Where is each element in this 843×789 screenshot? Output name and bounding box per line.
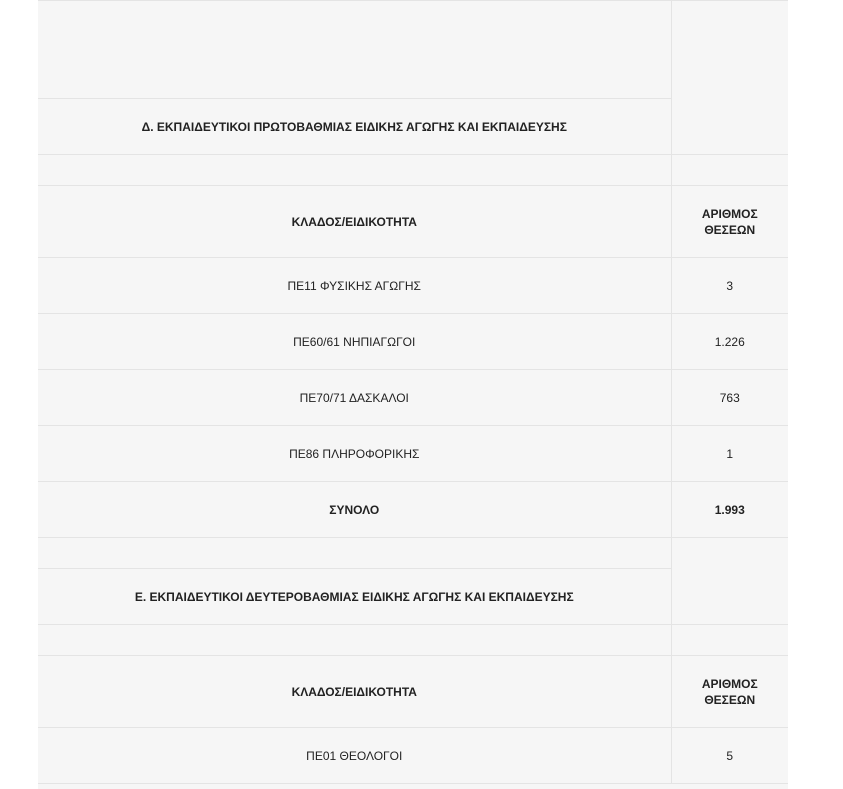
specialty-cell: ΠΕ01 ΘΕΟΛΟΓΟΙ bbox=[38, 728, 671, 784]
spacer-cell bbox=[671, 155, 788, 186]
section-e-title: Ε. ΕΚΠΑΙΔΕΥΤΙΚΟΙ ΔΕΥΤΕΡΟΒΑΘΜΙΑΣ ΕΙΔΙΚΗΣ ΑΓΩΓΗΣ ΚΑΙ ΕΚΠΑΙΔΕΥΣΗΣ bbox=[38, 569, 671, 625]
total-label: ΣΥΝΟΛΟ bbox=[38, 482, 671, 538]
column-header-count-line2: ΘΕΣΕΩΝ bbox=[704, 692, 756, 707]
section-e-gap-row bbox=[38, 538, 788, 569]
table-row bbox=[38, 728, 788, 784]
positions-table-container bbox=[38, 0, 788, 789]
column-header-count-line1: ΑΡΙΘΜΟΣ bbox=[701, 206, 758, 221]
table-row bbox=[38, 314, 788, 370]
section-d-top-spacer-row bbox=[38, 1, 788, 99]
positions-table bbox=[38, 0, 788, 784]
spacer-cell bbox=[38, 155, 671, 186]
count-cell: 1 bbox=[671, 426, 788, 482]
count-cell: 5 bbox=[671, 728, 788, 784]
specialty-cell: ΠΕ60/61 ΝΗΠΙΑΓΩΓΟΙ bbox=[38, 314, 671, 370]
column-header-count bbox=[671, 186, 788, 258]
spacer-cell bbox=[38, 538, 671, 569]
column-header-count-line1: ΑΡΙΘΜΟΣ bbox=[701, 676, 758, 691]
section-d-title-side-cell bbox=[671, 1, 788, 155]
section-e-gap-row-2 bbox=[38, 625, 788, 656]
spacer-cell bbox=[38, 625, 671, 656]
column-header-count-line2: ΘΕΣΕΩΝ bbox=[704, 222, 756, 237]
spacer-cell bbox=[671, 625, 788, 656]
count-cell: 1.226 bbox=[671, 314, 788, 370]
column-header-specialty: ΚΛΑΔΟΣ/ΕΙΔΙΚΟΤΗΤΑ bbox=[38, 186, 671, 258]
count-cell: 3 bbox=[671, 258, 788, 314]
section-d-title: Δ. ΕΚΠΑΙΔΕΥΤΙΚΟΙ ΠΡΩΤΟΒΑΘΜΙΑΣ ΕΙΔΙΚΗΣ ΑΓΩΓΗΣ ΚΑΙ ΕΚΠΑΙΔΕΥΣΗΣ bbox=[38, 99, 671, 155]
table-row bbox=[38, 370, 788, 426]
count-cell: 763 bbox=[671, 370, 788, 426]
table-row bbox=[38, 426, 788, 482]
section-d-header-row bbox=[38, 186, 788, 258]
section-e-title-side-cell bbox=[671, 538, 788, 625]
section-d-gap-row bbox=[38, 155, 788, 186]
column-header-specialty: ΚΛΑΔΟΣ/ΕΙΔΙΚΟΤΗΤΑ bbox=[38, 656, 671, 728]
total-row bbox=[38, 482, 788, 538]
specialty-cell: ΠΕ11 ΦΥΣΙΚΗΣ ΑΓΩΓΗΣ bbox=[38, 258, 671, 314]
total-count: 1.993 bbox=[671, 482, 788, 538]
column-header-count bbox=[671, 656, 788, 728]
spacer-cell bbox=[38, 1, 671, 99]
section-e-header-row bbox=[38, 656, 788, 728]
table-row bbox=[38, 258, 788, 314]
specialty-cell: ΠΕ70/71 ΔΑΣΚΑΛΟΙ bbox=[38, 370, 671, 426]
specialty-cell: ΠΕ86 ΠΛΗΡΟΦΟΡΙΚΗΣ bbox=[38, 426, 671, 482]
